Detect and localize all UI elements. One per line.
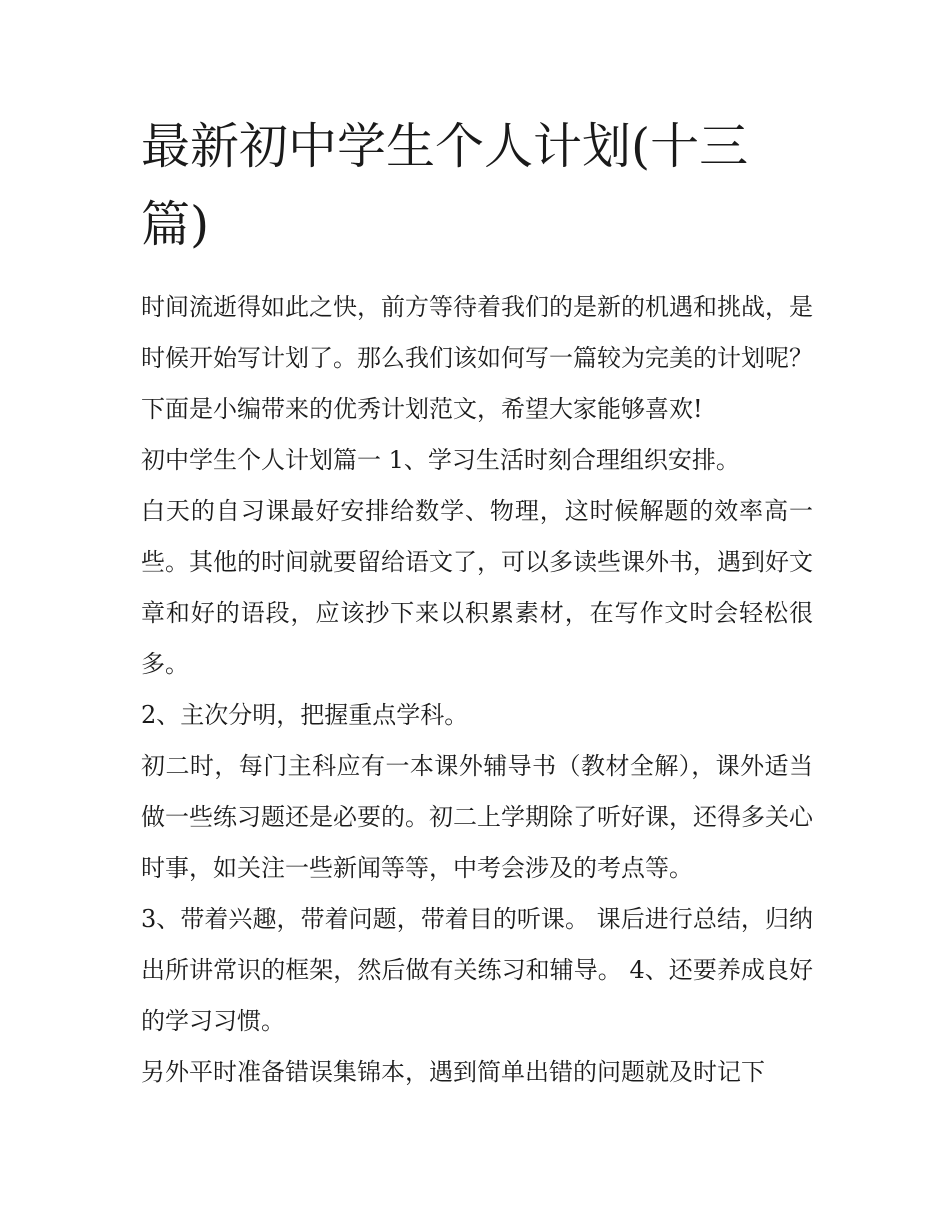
document-body — [141, 108, 813, 1098]
document-title: 最新初中学生个人计划(十三篇) — [141, 118, 749, 253]
paragraph-intro: 时间流逝得如此之快，前方等待着我们的是新的机遇和挑战，是时候开始写计划了。那么我们该如何写一篇较为完美的计划呢？下面是小编带来的优秀计划范文，希望大家能够喜欢! — [141, 293, 813, 423]
paragraph-section-2-heading: 2、主次分明，把握重点学科。 — [141, 701, 469, 729]
paragraph-section-1-heading: 初中学生个人计划篇一 1、学习生活时刻合理组织安排。 — [141, 446, 740, 474]
paragraph-error-notebook: 另外平时准备错误集锦本，遇到简单出错的问题就及时记下 — [141, 1058, 765, 1086]
paragraph-section-1-body: 白天的自习课最好安排给数学、物理，这时候解题的效率高一些。其他的时间就要留给语文了，可以多读些课外书，遇到好文章和好的语段，应该抄下来以积累素材，在写作文时会轻松很多。 — [141, 497, 813, 678]
paragraph-section-3-4: 3、带着兴趣，带着问题，带着目的听课。 课后进行总结，归纳出所讲常识的框架，然后做有关练习和辅导。 4、还要养成良好的学习习惯。 — [141, 905, 813, 1035]
paragraph-section-2-body: 初二时，每门主科应有一本课外辅导书（教材全解），课外适当做一些练习题还是必要的。初二上学期除了听好课，还得多关心时事，如关注一些新闻等等，中考会涉及的考点等。 — [141, 752, 813, 882]
